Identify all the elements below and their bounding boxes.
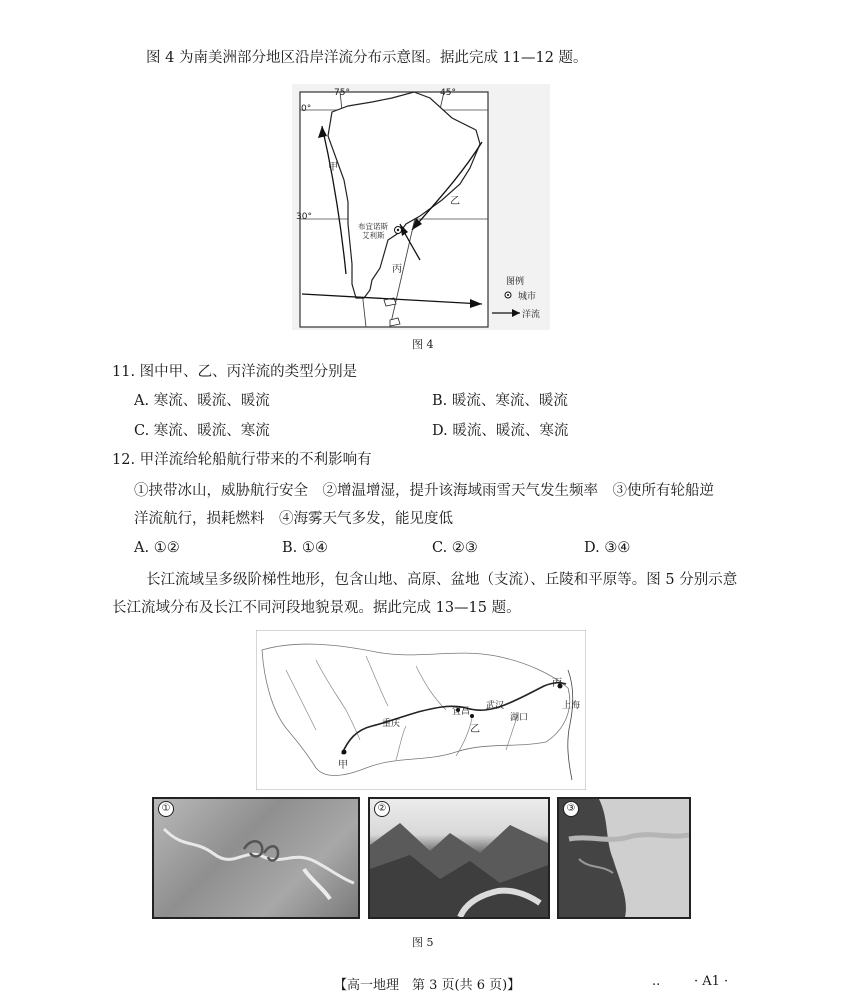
legend-current-label: 洋流 <box>522 310 541 320</box>
photo-3-number: ③ <box>563 801 579 817</box>
q12-option-c: C. ②③ <box>432 540 478 556</box>
map-label-jia: 甲 <box>338 760 348 771</box>
q12-statement-line1: ①挟带冰山，威胁航行安全 ②增温增湿，提升该海域雨雪天气发生频率 ③使所有轮船逆 <box>134 483 714 499</box>
current-yi-label: 乙 <box>450 196 460 207</box>
footer-code: · A1 · <box>694 974 729 989</box>
q12-option-d: D. ③④ <box>584 540 631 556</box>
lon-45-label: 45° <box>440 88 456 98</box>
current-bing-label: 丙 <box>392 264 402 275</box>
point-jia-dot <box>342 750 347 755</box>
intro-fig4: 图 4 为南美洲部分地区沿岸洋流分布示意图。据此完成 11—12 题。 <box>146 50 588 66</box>
intro-fig5-line2: 长江流域分布及长江不同河段地貌景观。据此完成 13—15 题。 <box>112 600 521 616</box>
legend-city-label: 城市 <box>518 292 537 302</box>
photo-3 <box>557 797 691 919</box>
current-jia-label: 甲 <box>328 162 338 173</box>
map-label-chongqing: 重庆 <box>382 719 401 729</box>
city-label-line2: 艾利斯 <box>362 231 385 240</box>
map-label-yichang: 宜昌 <box>452 707 471 717</box>
photo-2 <box>368 797 550 919</box>
q11-stem: 11. 图中甲、乙、丙洋流的类型分别是 <box>112 364 358 380</box>
lon-75-label: 75° <box>334 88 350 98</box>
figure-4-caption: 图 4 <box>412 338 434 351</box>
map-label-yi: 乙 <box>470 724 480 735</box>
q11-option-d: D. 暖流、暖流、寒流 <box>432 423 569 439</box>
footer-dots: .. <box>652 974 661 989</box>
figure-4 <box>292 84 550 330</box>
map-label-wuhan: 武汉 <box>486 701 505 711</box>
city-label-line1: 布宜诺斯 <box>358 222 388 231</box>
map-label-bing: 丙 <box>552 678 562 689</box>
lat-30-label: 30° <box>296 212 312 222</box>
map-label-shanghai: 上海 <box>562 701 581 711</box>
photo-1 <box>152 797 360 919</box>
point-yi-dot <box>470 714 474 718</box>
map-label-hukou: 湖口 <box>510 713 529 723</box>
south-america-map <box>292 84 550 330</box>
figure-5-caption: 图 5 <box>412 936 434 949</box>
photo-1-number: ① <box>158 801 174 817</box>
q12-statement-line2: 洋流航行，损耗燃料 ④海雾天气多发，能见度低 <box>134 511 453 527</box>
q12-option-b: B. ①④ <box>282 540 328 556</box>
intro-fig5-line1: 长江流域呈多级阶梯性地形，包含山地、高原、盆地（支流）、丘陵和平原等。图 5 分别示意 <box>146 572 738 588</box>
lat-0-label: 0° <box>301 104 312 114</box>
page-footer: 【高一地理 第 3 页(共 6 页)】 <box>334 978 521 993</box>
q12-stem: 12. 甲洋流给轮船航行带来的不利影响有 <box>112 452 372 468</box>
q11-option-b: B. 暖流、寒流、暖流 <box>432 393 568 409</box>
legend-title: 图例 <box>506 277 525 287</box>
q11-option-c: C. 寒流、暖流、寒流 <box>134 423 270 439</box>
q12-option-a: A. ①② <box>134 540 180 556</box>
yangtze-basin-map <box>256 630 586 790</box>
photo-2-number: ② <box>374 801 390 817</box>
q11-option-a: A. 寒流、暖流、暖流 <box>134 393 270 409</box>
